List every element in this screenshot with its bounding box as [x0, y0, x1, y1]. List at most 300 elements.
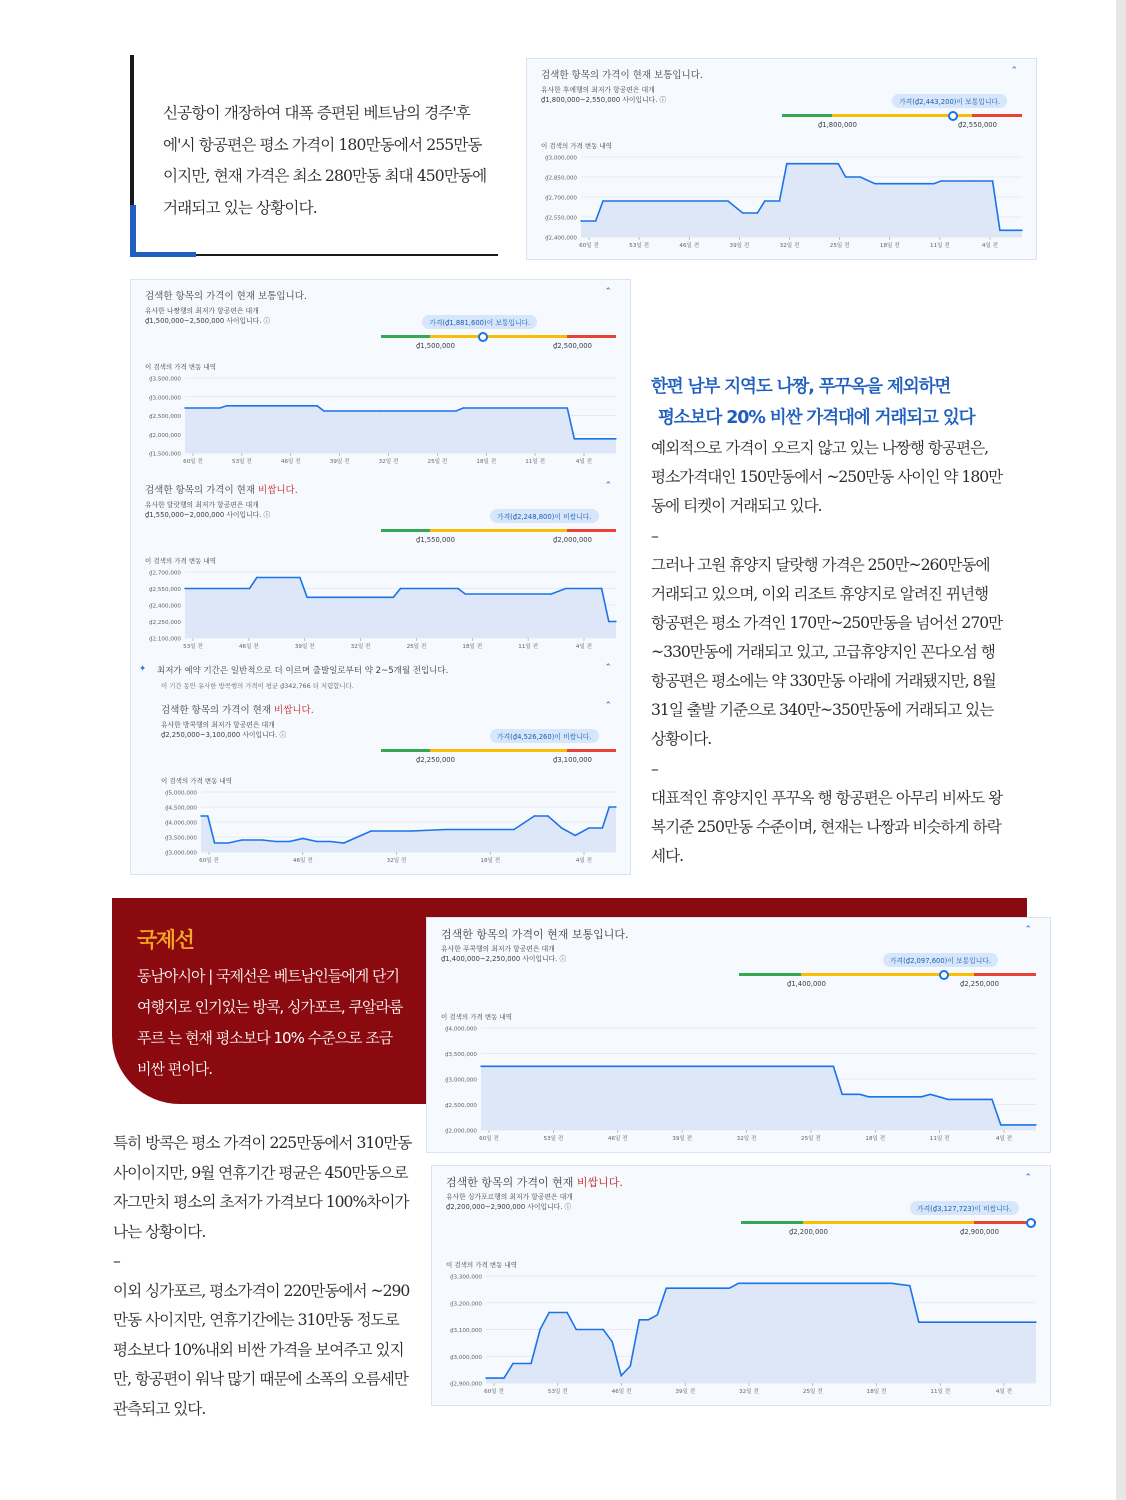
price-point [457, 588, 458, 589]
price-point [991, 1099, 992, 1100]
price-card-hue [526, 58, 1037, 260]
price-history-label: 이 검색의 가격 변동 내역 [441, 1013, 513, 1021]
current-price-marker [939, 970, 949, 980]
price-point [480, 1066, 481, 1067]
price-point [561, 827, 562, 828]
x-tick-label: 32일 전 [736, 1136, 757, 1142]
range-high-label: ₫3,100,000 [553, 756, 592, 764]
price-point [580, 220, 581, 221]
x-tick-label: 53일 전 [629, 243, 649, 249]
price-point [379, 410, 380, 411]
title-prefix: 검색한 항목의 가격이 현재 [145, 291, 259, 302]
price-line [486, 1283, 1036, 1378]
current-price-marker [478, 332, 488, 342]
insight-text: 최저가 예약 기간은 일반적으로 더 이르며 출발일로부터 약 2~5개월 전입니다. [157, 666, 449, 676]
price-history-label: 이 검색의 가격 변동 내역 [145, 557, 217, 565]
x-tick-label: 25일 전 [802, 1389, 823, 1395]
x-tick-label: 18일 전 [480, 858, 501, 864]
price-point [845, 176, 846, 177]
price-area [185, 578, 616, 639]
price-card-nhatrang [130, 279, 631, 475]
x-tick-label: 4일 전 [575, 459, 593, 465]
insight-collapse-icon[interactable]: ⌃ [604, 663, 612, 673]
quote-accent-vertical [130, 205, 136, 257]
price-point [779, 200, 780, 201]
x-tick-label: 18일 전 [462, 644, 483, 650]
price-point [947, 1099, 948, 1100]
range-low-label: ₫1,400,000 [787, 980, 826, 988]
x-tick-label: 60일 전 [183, 459, 203, 465]
y-tick-label: ₫3,300,000 [449, 1274, 482, 1281]
y-tick-label: ₫2,550,000 [544, 215, 577, 222]
x-tick-label: 4일 전 [995, 1389, 1013, 1395]
y-tick-label: ₫2,000,000 [444, 1128, 477, 1135]
intro-paragraph: 신공항이 개장하여 대폭 증편된 베트남의 경주'후에'시 항공편은 평소 가격이 180만동에서 255만동이지만, 현재 가격은 최소 280만동 최대 450만동에 거래되고 있는 상황이다. [163, 104, 487, 217]
price-point [615, 806, 616, 807]
price-point [1027, 1124, 1028, 1125]
x-tick-label: 4일 전 [575, 858, 593, 864]
range-high-segment [567, 529, 616, 532]
price-point [530, 1363, 531, 1364]
range-high-label: ₫2,000,000 [553, 536, 592, 544]
range-typical-segment [430, 529, 567, 532]
x-tick-label: 25일 전 [829, 243, 850, 249]
price-point [833, 1066, 834, 1067]
price-point [608, 621, 609, 622]
sparkle-icon: ✦ [139, 664, 147, 674]
price-status-label: 비쌉니다. [258, 485, 298, 496]
price-point [630, 1365, 631, 1366]
price-point [1035, 1124, 1036, 1125]
typical-range-values [441, 954, 566, 964]
price-point [576, 1329, 577, 1330]
price-point [226, 405, 227, 406]
price-point [256, 577, 257, 578]
page-edge [1116, 0, 1126, 1500]
price-point [539, 1329, 540, 1330]
price-point [462, 407, 463, 408]
x-tick-label: 11일 전 [525, 459, 545, 465]
info-icon[interactable]: ⓘ [657, 96, 667, 104]
range-high-segment [567, 335, 616, 338]
x-tick-label: 25일 전 [406, 644, 427, 650]
price-status-title [541, 67, 703, 81]
price-status-title [446, 1174, 623, 1190]
price-range-bar [381, 529, 616, 544]
quote-accent-horizontal [130, 252, 196, 257]
x-tick-label: 53일 전 [543, 1136, 564, 1142]
typical-range-text: 유사한 나짱행의 최저가 항공편은 대개 [145, 307, 259, 315]
separator-dash: – [651, 760, 658, 778]
price-point [738, 1283, 739, 1284]
collapse-chevron-icon[interactable]: ⌃ [604, 287, 612, 297]
price-point [262, 839, 263, 840]
price-point [588, 827, 589, 828]
price-point [551, 593, 552, 594]
price-point [842, 1094, 843, 1095]
price-point [207, 815, 208, 816]
price-line [201, 807, 616, 843]
y-tick-label: ₫3,000,000 [148, 395, 181, 402]
right-paragraph-2: 그러나 고원 휴양지 달랏행 가격은 250만~260만동에 거래되고 있으며, 이외 리조트 휴양지로 알려진 뀌년행 항공편은 평소 가격인 170만~250만동을 넘어선 270만~330만동에 거래되고 있고, 고급휴양지인 꼰다오섬 행 항공편은 평소에는 약 330만동 아래에 거래됐지만, 8월 31일 출발 기준으로 340만~350만동에 거래되고 있는 상황이다. [651, 556, 1003, 748]
x-tick-label: 4일 전 [995, 1136, 1013, 1142]
price-point [999, 230, 1000, 231]
range-high-segment [974, 973, 1036, 976]
x-tick-label: 39일 전 [729, 243, 750, 249]
right-body [651, 434, 1006, 871]
price-point [228, 842, 229, 843]
price-status-title [441, 926, 629, 942]
y-tick-label: ₫3,000,000 [164, 850, 197, 857]
price-point [786, 163, 787, 164]
y-tick-label: ₫2,000,000 [148, 432, 181, 439]
price-point [639, 1319, 640, 1320]
range-low-label: ₫1,550,000 [416, 536, 455, 544]
price-status-label: 비쌉니다. [274, 705, 314, 716]
typical-range-amount: ₫1,550,000~2,000,000 사이입니다. [145, 511, 262, 519]
separator-dash: – [651, 527, 658, 545]
x-tick-label: 18일 전 [879, 243, 900, 249]
price-point [909, 1285, 910, 1286]
typical-range-values [161, 730, 286, 740]
info-icon[interactable]: ⓘ [261, 511, 271, 519]
price-line [185, 406, 616, 439]
price-point [299, 577, 300, 578]
price-point [601, 588, 602, 589]
price-point [548, 1312, 549, 1313]
x-tick-label: 25일 전 [427, 459, 448, 465]
section-heading [651, 372, 1011, 434]
price-point [602, 200, 603, 201]
international-summary: 동남아시아 | 국제선은 베트남인들에게 단기여행지로 인기있는 방콕, 싱가포르, 쿠알라룸푸르 는 현재 평소보다 10% 수준으로 조금 비싼 편이다. [137, 967, 403, 1078]
info-icon[interactable]: ⓘ [557, 955, 567, 963]
x-tick-label: 4일 전 [575, 644, 593, 650]
price-point [275, 841, 276, 842]
x-tick-label: 46일 전 [611, 1389, 632, 1395]
price-card-condao [130, 660, 631, 875]
price-point [666, 1288, 667, 1289]
price-area [581, 164, 1022, 237]
collapse-chevron-icon[interactable]: ⌃ [604, 481, 612, 491]
range-high-label: ₫2,500,000 [553, 342, 592, 350]
price-point [316, 405, 317, 406]
price-point [933, 183, 934, 184]
current-price-pill: 가격(₫2,443,200)이 보통입니다. [892, 94, 1007, 108]
price-point [512, 1363, 513, 1364]
y-tick-label: ₫2,500,000 [148, 414, 181, 420]
price-point [918, 1322, 919, 1323]
price-range-bar [741, 1221, 1036, 1236]
price-point [219, 407, 220, 408]
price-point [503, 1377, 504, 1378]
price-area [481, 1066, 1036, 1130]
y-tick-label: ₫2,700,000 [544, 195, 577, 202]
price-area [486, 1283, 1036, 1383]
price-point [393, 410, 394, 411]
price-point [970, 180, 971, 181]
y-tick-label: ₫2,900,000 [449, 1381, 482, 1388]
price-point [316, 841, 317, 842]
price-line [185, 578, 616, 622]
title-prefix: 검색한 항목의 가격이 현재 [541, 70, 655, 81]
price-point [868, 1096, 869, 1097]
price-point [940, 180, 941, 181]
range-low-segment [782, 114, 832, 117]
price-point [306, 597, 307, 598]
price-status-title [145, 482, 298, 496]
price-point [657, 1314, 658, 1315]
price-point [513, 829, 514, 830]
range-typical-segment [430, 749, 567, 752]
current-price-pill: 가격(₫2,097,600)이 보통입니다. [883, 953, 998, 967]
range-low-segment [381, 529, 430, 532]
x-tick-label: 60일 전 [199, 858, 219, 864]
price-point [838, 163, 839, 164]
price-point [400, 588, 401, 589]
range-high-segment [567, 749, 616, 752]
price-point [615, 621, 616, 622]
y-tick-label: ₫4,000,000 [444, 1026, 477, 1033]
price-point [764, 200, 765, 201]
price-point [727, 200, 728, 201]
y-tick-label: ₫4,500,000 [164, 805, 197, 812]
info-icon[interactable]: ⓘ [261, 317, 271, 325]
price-point [445, 829, 446, 830]
price-history-chart [131, 660, 630, 874]
price-point [1021, 230, 1022, 231]
title-prefix: 검색한 항목의 가격이 현재 [161, 705, 275, 716]
price-point [757, 212, 758, 213]
price-range-bar [381, 749, 616, 764]
price-history-label: 이 검색의 가격 변동 내역 [161, 777, 233, 785]
price-range-bar [782, 114, 1022, 129]
price-status-label: 보통입니다. [258, 291, 307, 302]
x-tick-label: 53일 전 [232, 459, 252, 465]
price-point [302, 838, 303, 839]
price-area [201, 807, 616, 852]
x-tick-label: 39일 전 [675, 1389, 696, 1395]
x-tick-label: 32일 전 [378, 459, 399, 465]
price-point [609, 806, 610, 807]
y-tick-label: ₫3,500,000 [164, 835, 197, 842]
x-tick-label: 32일 전 [739, 1389, 759, 1395]
price-status-label: 보통입니다. [654, 70, 703, 81]
price-point [534, 815, 535, 816]
range-low-segment [741, 1221, 803, 1224]
price-point [648, 1319, 649, 1320]
separator-dash: – [113, 1252, 120, 1270]
price-point [684, 1288, 685, 1289]
current-price-pill: 가격(₫2,248,800)이 비쌉니다. [490, 509, 599, 523]
y-tick-label: ₫3,100,000 [449, 1328, 482, 1334]
x-tick-label: 46일 전 [292, 858, 313, 864]
x-tick-label: 32일 전 [386, 858, 407, 864]
typical-range-text: 유사한 방콕행의 최저가 항공편은 대개 [161, 721, 275, 729]
typical-range-values [145, 316, 270, 326]
title-prefix: 검색한 항목의 가격이 현재 [446, 1176, 577, 1189]
current-price-marker [1026, 1218, 1036, 1228]
price-range-bar [381, 335, 616, 350]
price-point [566, 1312, 567, 1313]
y-tick-label: ₫3,500,000 [444, 1052, 477, 1058]
x-tick-label: 46일 전 [679, 243, 700, 249]
y-tick-label: ₫2,400,000 [148, 603, 181, 610]
price-point [1035, 1322, 1036, 1323]
price-point [860, 176, 861, 177]
y-tick-label: ₫3,200,000 [449, 1301, 482, 1308]
price-history-label: 이 검색의 가격 변동 내역 [145, 363, 217, 371]
x-tick-label: 11일 전 [930, 243, 950, 249]
price-line [581, 164, 1022, 231]
price-point [891, 1283, 892, 1284]
typical-range-amount: ₫1,400,000~2,250,000 사이입니다. [441, 955, 558, 963]
left-paragraph-2: 이외 싱가포르, 평소가격이 220만동에서 ~290만동 사이지만, 연휴기간에는 310만동 정도로 평소보다 10%내외 비싼 가격을 보여주고 있지만, 항공편이 워낙 많기 때문에 소폭의 오름세만 관측되고 있다. [113, 1281, 410, 1418]
price-point [200, 815, 201, 816]
collapse-chevron-icon[interactable]: ⌃ [1010, 66, 1018, 76]
y-tick-label: ₫2,100,000 [148, 636, 181, 643]
x-tick-label: 11일 전 [518, 644, 538, 650]
price-point [343, 842, 344, 843]
x-tick-label: 18일 전 [866, 1389, 887, 1395]
price-history-label: 이 검색의 가격 변동 내역 [446, 1261, 518, 1269]
range-high-label: ₫2,250,000 [960, 980, 999, 988]
price-point [930, 1094, 931, 1095]
x-tick-label: 18일 전 [476, 459, 497, 465]
x-tick-label: 11일 전 [930, 1389, 951, 1395]
price-point [323, 410, 324, 411]
x-tick-label: 39일 전 [329, 459, 350, 465]
typical-range-amount: ₫1,800,000~2,550,000 사이입니다. [541, 96, 658, 104]
typical-range-amount: ₫2,250,000~3,100,000 사이입니다. [161, 731, 278, 739]
price-point [214, 842, 215, 843]
price-point [615, 438, 616, 439]
price-status-title [145, 288, 307, 302]
x-tick-label: 32일 전 [779, 243, 800, 249]
price-point [465, 593, 466, 594]
y-tick-label: ₫3,500,000 [148, 376, 181, 383]
price-history-label: 이 검색의 가격 변동 내역 [541, 142, 613, 150]
price-point [455, 410, 456, 411]
x-tick-label: 4일 전 [981, 243, 999, 249]
x-tick-label: 46일 전 [607, 1136, 628, 1142]
range-low-label: ₫1,500,000 [416, 342, 455, 350]
y-tick-label: ₫2,250,000 [148, 620, 181, 626]
price-card-bangkok [426, 917, 1051, 1153]
info-icon[interactable]: ⓘ [277, 731, 287, 739]
right-paragraph-1: 예외적으로 가격이 오르지 않고 있는 나짱행 항공편은, 평소가격대인 150만동에서 ~250만동 사이인 약 180만동에 티켓이 거래되고 있다. [651, 439, 1003, 515]
price-point [575, 835, 576, 836]
current-price-pill: 가격(₫3,127,723)이 비쌉니다. [910, 1201, 1019, 1215]
typical-range-text: 유사한 후에행의 최저가 항공편은 대개 [541, 86, 655, 94]
price-point [742, 212, 743, 213]
y-tick-label: ₫2,700,000 [148, 570, 181, 577]
range-low-segment [381, 335, 430, 338]
price-area [185, 406, 616, 453]
price-line [481, 1066, 1036, 1125]
price-point [393, 597, 394, 598]
typical-range-text: 유사한 싱가포르행의 최저가 항공편은 대개 [446, 1193, 573, 1201]
range-high-label: ₫2,550,000 [958, 121, 997, 129]
price-point [621, 1375, 622, 1376]
price-card-dalat [130, 474, 631, 660]
x-tick-label: 60일 전 [479, 1136, 499, 1142]
price-point [547, 815, 548, 816]
x-tick-label: 46일 전 [280, 459, 301, 465]
x-tick-label: 39일 전 [294, 644, 315, 650]
price-point [485, 1377, 486, 1378]
left-body [113, 1129, 413, 1424]
typical-range-values [446, 1202, 571, 1212]
y-tick-label: ₫4,000,000 [164, 820, 197, 827]
typical-range-amount: ₫1,500,000~2,500,000 사이입니다. [145, 317, 262, 325]
range-typical-segment [803, 1221, 974, 1224]
collapse-chevron-icon[interactable]: ⌃ [604, 701, 612, 711]
collapse-chevron-icon[interactable]: ⌃ [1024, 1173, 1032, 1183]
typical-range-values [145, 510, 270, 520]
info-icon[interactable]: ⓘ [562, 1203, 572, 1211]
current-price-marker [948, 111, 958, 121]
price-point [411, 830, 412, 831]
section-heading-line2: 평소보다 20% 비싼 가격대에 거래되고 있다 [658, 408, 975, 428]
price-point [330, 841, 331, 842]
collapse-chevron-icon[interactable]: ⌃ [1024, 925, 1032, 935]
price-status-title [161, 702, 314, 716]
price-point [595, 220, 596, 221]
right-paragraph-3: 대표적인 휴양지인 푸꾸옥 행 항공편은 아무리 비싸도 왕복기준 250만동 수준이며, 현재는 나짱과 비슷하게 하락세다. [651, 789, 1003, 865]
price-point [602, 827, 603, 828]
x-tick-label: 53일 전 [547, 1389, 568, 1395]
price-point [184, 588, 185, 589]
range-low-segment [381, 749, 430, 752]
y-tick-label: ₫3,000,000 [444, 1077, 477, 1084]
price-point [241, 839, 242, 840]
x-tick-label: 18일 전 [865, 1136, 886, 1142]
range-typical-segment [430, 335, 567, 338]
price-point [370, 830, 371, 831]
typical-range-text: 유사한 달랏행의 최저가 항공편은 대개 [145, 501, 259, 509]
y-tick-label: ₫2,550,000 [148, 587, 181, 593]
price-point [603, 1329, 604, 1330]
range-low-label: ₫2,250,000 [416, 756, 455, 764]
range-low-segment [739, 973, 801, 976]
typical-range-text: 유사한 푸콕행의 최저가 항공편은 대개 [441, 945, 555, 953]
x-tick-label: 60일 전 [579, 243, 599, 249]
price-point [938, 1096, 939, 1097]
price-range-bar [739, 973, 1036, 988]
range-low-label: ₫1,800,000 [818, 121, 857, 129]
price-point [859, 1094, 860, 1095]
y-tick-label: ₫1,500,000 [148, 451, 181, 458]
price-point [350, 839, 351, 840]
price-status-label: 보통입니다. [571, 928, 629, 941]
price-point [574, 438, 575, 439]
range-high-segment [972, 114, 1022, 117]
price-point [184, 407, 185, 408]
x-tick-label: 25일 전 [801, 1136, 821, 1142]
x-tick-label: 11일 전 [929, 1136, 950, 1142]
price-point [992, 180, 993, 181]
range-high-label: ₫2,900,000 [960, 1228, 999, 1236]
price-point [882, 1283, 883, 1284]
y-tick-label: ₫2,500,000 [444, 1103, 477, 1109]
insight-subtext: 이 기간 동안 유사한 방콕행의 가격이 평균 ₫342,766 더 저렴합니다. [161, 682, 354, 690]
price-status-label: 비쌉니다. [576, 1176, 623, 1189]
left-paragraph-1: 특히 방콕은 평소 가격이 225만동에서 310만동 사이이지만, 9월 연휴기간 평균은 450만동으로 자그만치 평소의 초저가 가격보다 100%차이가 나는 상황이다. [113, 1134, 412, 1241]
title-prefix: 검색한 항목의 가격이 현재 [145, 485, 259, 496]
price-point [289, 841, 290, 842]
y-tick-label: ₫2,850,000 [544, 175, 577, 182]
y-tick-label: ₫2,400,000 [544, 235, 577, 242]
